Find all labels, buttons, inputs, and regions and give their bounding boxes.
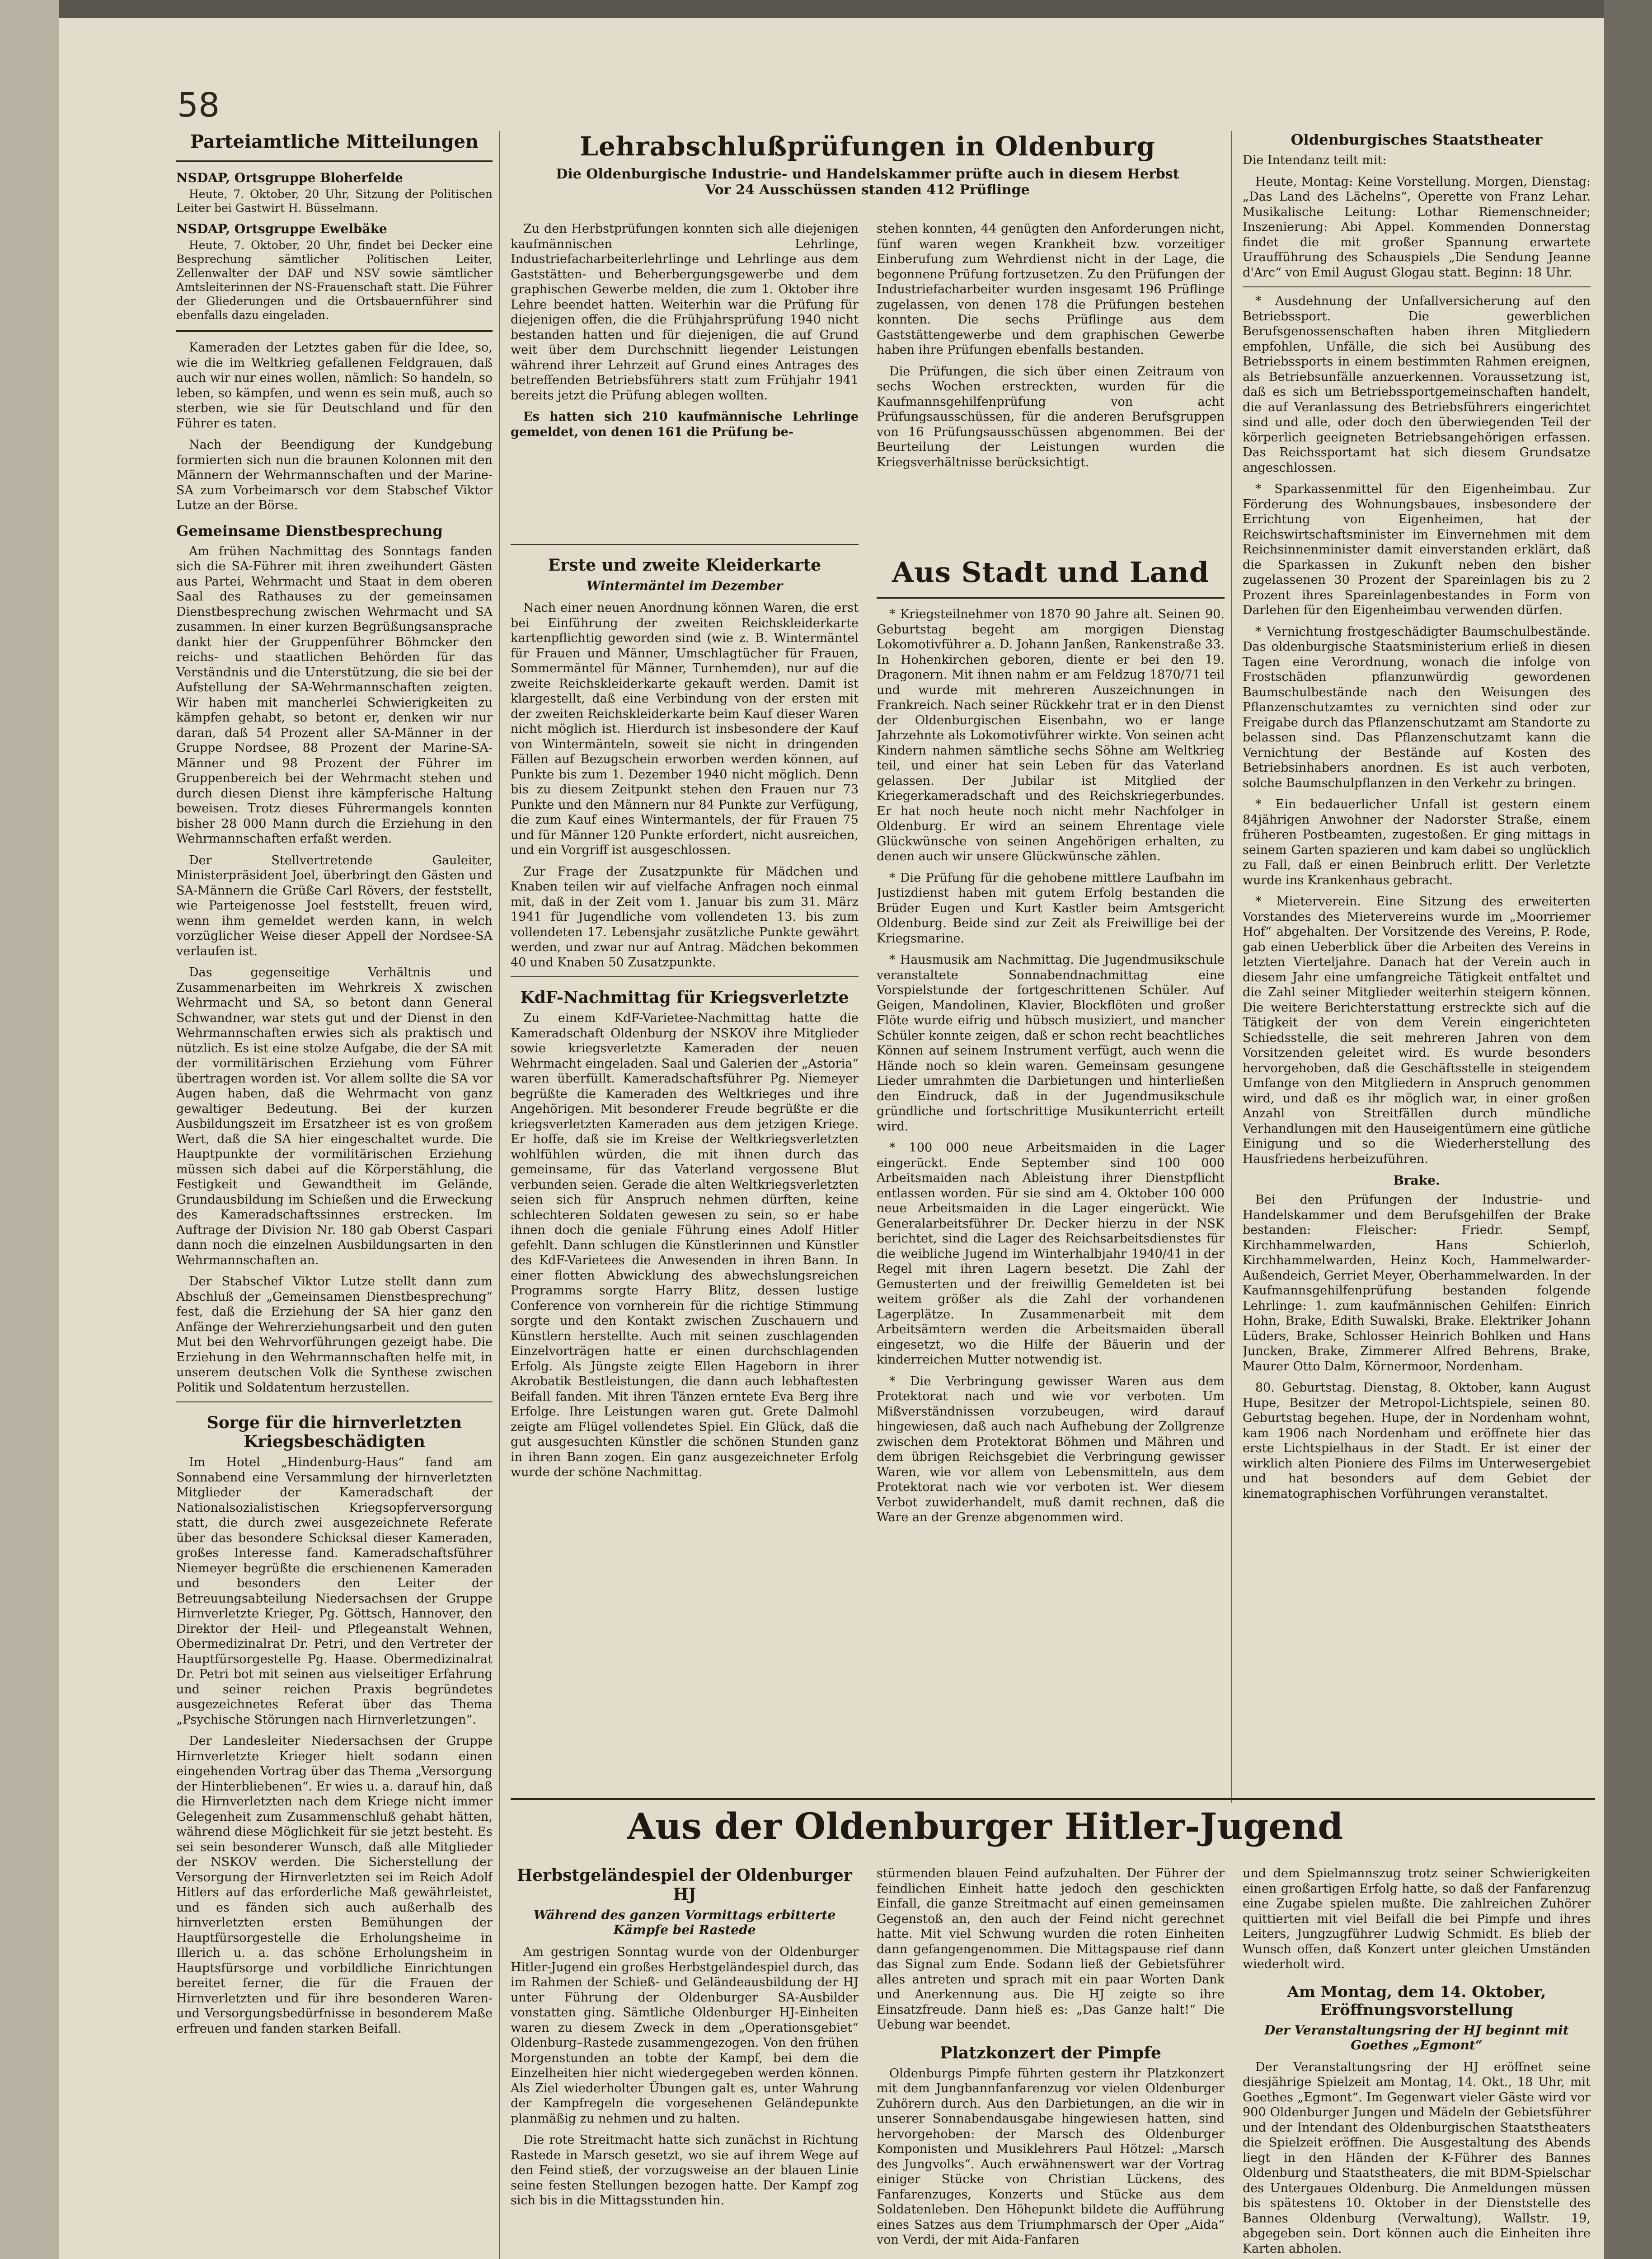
newspaper-page bbox=[59, 18, 1604, 2259]
article-paragraph: Bei den Prüfungen der Industrie- und Handelskammer und dem Berufsgehilfen der Brake bestanden: Fleischer: Friedr. Sempf, Kirchhammelwarden, Hans Schierloh, Kirchhammelwarden, Heinz Koch, Hammelwarder-Außendeich, Gerriet Meyer, Oberhammelwarden. In der Kaufmannsgehilfenprüfung bestanden folgende Lehrlinge: 1. zum kaufmännischen Gehilfen: Einrich Hohn, Brake, Edith Suwalski, Brake. Elektriker Johann Lüders, Brake, Schlosser Heinrich Bohlken und Hans Juncken, Brake, Zimmerer Alfred Behrens, Brake, Maurer Otto Dalm, Körnermoor, Nordenham. bbox=[1243, 1193, 1591, 1373]
divider bbox=[877, 597, 1225, 599]
hj-column-2 bbox=[877, 1866, 1225, 2259]
party-notices-heading: Parteiamtliche Mitteilungen bbox=[190, 131, 479, 152]
divider bbox=[511, 1798, 1595, 1800]
article-paragraph: Der Veranstaltungsring der HJ eröffnet seine diesjährige Spielzeit am Montag, 14. Okt., 18 Uhr, mit Goethes „Egmont“. Im Gegenwart vieler Gäste wird vor 900 Oldenburger Jungen und Mädeln der Gebietsführer und der Intendant des Oldenburgischen Staatstheaters die Spielzeit eröffnen. Die Ausgestaltung des Abends liegt in den Händen der K-Führer des Bannes Oldenburg und Staatstheaters, die mit BDM-Spielschar des Untergaues Oldenburg. Die Anmeldungen müssen bis spätestens 10. Oktober in der Dienststelle des Bannes Oldenburg (Verwaltung), Wallstr. 19, abgegeben sein. Dort können auch die Einheiten ihre Karten abholen. bbox=[1243, 2060, 1591, 2256]
article-paragraph: Nach einer neuen Anordnung können Waren, die erst bei Einführung der zweiten Reichskleiderkarte kartenpflichtig geworden sind (wie z. B. Wintermäntel für Frauen und Männer, Umschlagtücher für Frauen, Sommermäntel für Männer, Turnhemden), nur auf die zweite Reichskleiderkarte gekauft werden. Damit ist klargestellt, daß eine Verbindung von der ersten mit der zweiten Reichskleiderkarte beim Kauf dieser Waren nicht möglich ist. Hierdurch ist insbesondere der Kauf von Wintermänteln, soweit sie nicht in dringenden Fällen auf Bezugschein erworben werden können, auf Punkte bis zum 1. Dezember 1940 nicht möglich. Denn bis zu diesem Zeitpunkt stehen den Frauen nur 73 Punkte und den Männern nur 84 Punkte zur Verfügung, die zum Kauf eines Wintermantels, der für Frauen 75 und für Männer 120 Punkte erfordert, nicht ausreichen, und ein Vorgriff ist ausgeschlossen. bbox=[511, 601, 859, 857]
article-paragraph: Oldenburgs Pimpfe führten gestern ihr Platzkonzert mit dem Jungbannfanfarenzug vor vielen Oldenburger Zuhörern durch. Aus den Darbietungen, an die wir in unserer Sonnabendausgabe hingewiesen hatten, sind hervorgehoben: der Marsch des Oldenburger Komponisten und Musiklehrers Paul Hötzel: „Marsch des Jungvolks“. Auch erwähnenswert war der Vortrag einiger Stücke von Christian Lückens, des Fanfarenzuges, Konzerts und Stücke aus dem Soldatenleben. Den Höhepunkt bildete die Aufführung eines Satzes aus dem Triumphmarsch der Oper „Aida“ von Verdi, der mit Aida-Fanfaren bbox=[877, 2066, 1225, 2247]
hj-headline: Aus der Oldenburger Hitler-Jugend bbox=[627, 1805, 1343, 1847]
article-paragraph: Kameraden der Letztes gaben für die Idee, so, wie die im Weltkrieg gefallenen Feldgrauen, daß auch wir nur eines wollen, nämlich: So handeln, so leben, so kämpfen, und wenn es sein muß, auch so sterben, wie sie für Deutschland und für den Führer es taten. bbox=[176, 341, 493, 431]
notice-title: NSDAP, Ortsgruppe Bloherfelde bbox=[176, 170, 403, 185]
section-subheading: Während des ganzen Vormittags erbitterte Kämpfe bei Rastede bbox=[533, 1907, 836, 1937]
notice-text: Heute, 7. Oktober, 20 Uhr, findet bei Decker eine Besprechung sämtlicher Politischen Leiter, Zellenwalter der DAF und NSV sowie sämtlicher Amtsleiterinnen der NS-Frauenschaft statt. Die Führer der Gliederungen und die Ortsbauernführer sind ebenfalls dazu eingeladen. bbox=[176, 239, 493, 322]
article-paragraph: Zu den Herbstprüfungen konnten sich alle diejenigen kaufmännischen Lehrlinge, Industriefacharbeiterlehrlinge und Lehrlinge aus dem Gaststätten- und Beherbergungsgewerbe und dem graphischen Gewerbe melden, die zum 1. Oktober ihre Lehre beendet hatten. Weiterhin war die Prüfung für diejenigen offen, die die Frühjahrsprüfung 1940 nicht bestanden hatten und für diejenigen, die auf Grund weit über dem Durchschnitt liegender Leistungen während ihrer Lehrzeit auf Grund eines Antrages des betreffenden Betriebsführers statt zum Frühjahr 1941 bereits jetzt die Prüfung ablegen wollten. bbox=[511, 222, 859, 403]
section-heading: Gemeinsame Dienstbesprechung bbox=[176, 522, 443, 539]
hj-column-3 bbox=[1243, 1866, 1591, 2259]
article-paragraph: Zur Frage der Zusatzpunkte für Mädchen und Knaben teilen wir auf vielfache Anfragen noch einmal mit, daß in der Zeit vom 1. Januar bis zum 31. März 1941 für Jugendliche vom vollendeten 13. bis zum vollendeten 17. Lebensjahr zusätzliche Punkte gewährt werden, und zwar nur auf Antrag. Mädchen bekommen 40 und Knaben 50 Zusatzpunkte. bbox=[511, 864, 859, 970]
article-paragraph: * 100 000 neue Arbeitsmaiden in die Lager eingerückt. Ende September sind 100 000 Arbeitsmaiden nach Ableistung ihrer Dienstpflicht entlassen worden. Für sie sind am 4. Oktober 100 000 neue Arbeitsmaiden in die Lager eingerückt. Wie Generalarbeitsführer Dr. Decker hierzu in der NSK berichtet, sind die Lager des Reichsarbeitsdienstes für die weibliche Jugend im Winterhalbjahr 1940/41 in der Regel mit ihren Lagern besetzt. Die Zahl der Gemusterten und der freiwillig Gemeldeten ist bei weitem größer als die Zahl der vorhandenen Lagerplätze. In Zusammenarbeit mit dem Arbeitsämtern werden die Arbeitsmaiden überall eingesetzt, wo die Hilfe der Bäuerin und der kinderreichen Mutter notwendig ist. bbox=[877, 1141, 1225, 1367]
stadt-und-land-column bbox=[877, 538, 1225, 1839]
section-subheading: Wintermäntel im Dezember bbox=[586, 578, 783, 593]
section-heading: Am Montag, dem 14. Oktober, Eröffnungsvorstellung bbox=[1287, 1982, 1546, 2019]
article-paragraph: Der Stabschef Viktor Lutze stellt dann zum Abschluß der „Gemeinsamen Dienstbesprechung“ fest, daß die Erziehung der SA hier ganz den Anfänge der Wehrerziehungsarbeit und den guten Mut bei den Wehrvorführungen gezeigt habe. Die Erziehung in den Wehrmannschaften helfe mit, in unserem deutschen Volk die Synthese zwischen Politik und Soldatentum herzustellen. bbox=[176, 1275, 493, 1395]
article-paragraph: * Ausdehnung der Unfallversicherung auf den Betriebssport. Die gewerblichen Berufsgenossenschaften haben ihren Mitgliedern empfohlen, Unfälle, die sich bei Ausübung des Betriebssports in einem bestimmten Rahmen ereignen, als Betriebsunfälle anzuerkennen. Voraussetzung ist, daß es sich um Betriebssportgemeinschaften handelt, die auf Veranlassung des Betriebsführers eingerichtet sind und alle, oder doch den überwiegenden Teil der körperlich geeigneten Betriebsangehörigen erfassen. Das Reichssportamt hat sich diesem Grundsatze angeschlossen. bbox=[1243, 294, 1591, 475]
article-paragraph: Die rote Streitmacht hatte sich zunächst in Richtung Rastede in Marsch gesetzt, wo sie auf ihrem Wege auf den Feind stieß, der vorzugsweise an der blauen Linie seine festen Stellungen bezogen hatte. Der Kampf zog sich bis in die Mittagsstunden hin. bbox=[511, 2133, 859, 2207]
location-heading: Brake. bbox=[1393, 1173, 1440, 1188]
right-column bbox=[1243, 131, 1591, 1839]
article-paragraph: Der Stellvertretende Gauleiter, Ministerpräsident Joel, überbringt den Gästen und SA-Männern die Grüße Carl Rövers, der feststellt, wie Parteigenosse Joel feststellt, freuen wird, wenn ihm gemeldet werden kann, in welch vorzüglicher Weise dieser Appell der Nordsee-SA verlaufen ist. bbox=[176, 853, 493, 958]
article-paragraph: * Ein bedauerlicher Unfall ist gestern einem 84jährigen Anwohner der Nadorster Straße, einem früheren Postbeamten, zugestoßen. Er ging mittags in seinem Garten spazieren und kam dabei so unglücklich zu Fall, daß er einen Beinbruch erlitt. Der Verletzte wurde ins Krankenhaus gebracht. bbox=[1243, 797, 1591, 887]
article-paragraph: Am frühen Nachmittag des Sonntags fanden sich die SA-Führer mit ihren zweihundert Gästen aus Partei, Wehrmacht und Staat in dem oberen Saal des Rathauses zu der gemeinsamen Dienstbesprechung zwischen Wehrmacht und SA zusammen. In einer kurzen Begrüßungsansprache dankt hier der Gruppenführer Böhmcker den reichs- und staatlichen Behörden für das Verständnis und die Unterstützung, die sie bei der Aufstellung der SA-Wehrmannschaften zeigten. Wir haben mit mancherlei Schwierigkeiten zu kämpfen gehabt, so betont er, denken wir nur daran, daß 54 Prozent aller SA-Männer in der Gruppe Nordsee, 88 Prozent der Marine-SA-Männer und 98 Prozent der Führer im Gruppenbereich bei der Wehrmacht stehen und durch diesen Dienst ihre kämpferische Haltung beweisen. Trotz dieses Führermangels konnten bisher 28 000 Mann durch die Erziehung in den Wehrmannschaften erfaßt werden. bbox=[176, 544, 493, 846]
article-paragraph: und dem Spielmannszug trotz seiner Schwierigkeiten einen großartigen Erfolg hatte, so daß der Fanfarenzug eine Zugabe spielen mußte. Die zahlreichen Zuhörer quittierten mit viel Beifall die bei Pimpfe und ihres Leiters, Jungzugführer Ludwig Schmidt. Es blieb der Wunsch offen, daß Konzert unter gleichen Umständen wiederholt wird. bbox=[1243, 1866, 1591, 1971]
divider bbox=[176, 160, 493, 162]
article-paragraph: * Hausmusik am Nachmittag. Die Jugendmusikschule veranstaltete Sonnabendnachmittag eine Vorspielstunde der fortgeschrittenen Schüler. Auf Geigen, Mandolinen, Klavier, Blockflöten und großer Flöte wurde eifrig und hübsch musiziert, und mancher Schüler konnte zeigen, daß er schon recht beachtliches Können auf seinem Instrument verfügt, auch wenn die Hände noch so klein waren. Gemeinsam gesungene Lieder umrahmten die Darbietungen und hinterließen den Eindruck, daß in der Jugendmusikschule gründliche und fortschrittige Musikunterricht erteilt wird. bbox=[877, 953, 1225, 1134]
article-paragraph: Die Prüfungen, die sich über einen Zeitraum von sechs Wochen erstreckten, wurden für die Kaufmannsgehilfenprüfung von acht Prüfungsausschüssen, für die anderen Berufsgruppen von 16 Prüfungsausschüssen abgenommen. Bei der Beurteilung der Leistungen wurden die Kriegsverhältnisse berücksichtigt. bbox=[877, 364, 1225, 469]
section-heading: Herbstgeländespiel der Oldenburger HJ bbox=[517, 1866, 852, 1904]
theater-intro: Die Intendanz teilt mit: bbox=[1243, 153, 1387, 167]
section-heading: Platzkonzert der Pimpfe bbox=[940, 2043, 1161, 2062]
divider bbox=[176, 1401, 493, 1402]
main-headline-block bbox=[511, 131, 1225, 212]
notice-text: Heute, 7. Oktober, 20 Uhr, Sitzung der Politischen Leiter bei Gastwirt H. Büsselmann. bbox=[176, 187, 493, 215]
article-paragraph: * Sparkassenmittel für den Eigenheimbau. Zur Förderung des Wohnungsbaues, insbesondere der Errichtung von Eigenheimen, hat der Reichswirtschaftsminister im Einvernehmen mit dem Reichsinnenminister damit einverstanden erklärt, daß die Sparkassen in Zukunft neben den bisher zugelassenen 30 Prozent der Spareinlagen bis zu 2 Prozent ihres Spareinlagenbestandes in Form von Darlehen für den Eigenheimbau verwenden dürfen. bbox=[1243, 482, 1591, 617]
column-divider bbox=[1231, 131, 1232, 1803]
article-paragraph: * Die Verbringung gewisser Waren aus dem Protektorat nach und wie vor verboten. Um Mißverständnissen vorzubeugen, wird darauf hingewiesen, daß auch nach Aufhebung der Zollgrenze zwischen dem Protektorat Böhmen und Mähren und dem übrigen Reichsgebiet die Verbringung gewisser Waren, wie vor allem von Lebensmitteln, aus dem Protektorat nach wie vor verboten ist. Wer diesem Verbot zuwiderhandelt, muß damit rechnen, daß die Ware an der Grenze abgenommen wird. bbox=[877, 1374, 1225, 1524]
main-headline: Lehrabschlußprüfungen in Oldenburg bbox=[580, 131, 1155, 162]
article-paragraph: stürmenden blauen Feind aufzuhalten. Der Führer der feindlichen Einheit hatte jedoch den geschickten Einfall, die ganze Streitmacht auf einen gemeinsamen Gegenstoß an, den auch der Feind nicht gerechnet hatte. Mit viel Schwung wurden die roten Einheiten dann gefangengenommen. Die Mittagspause rief dann das Signal zum Ende. Sodann ließ der Gebietsführer alles antreten und sprach mit ein paar Worten Dank und Anerkennung aus. Die HJ zeigte so ihre Einsatzfreude. Dann hieß es: „Das Ganze halt!“ Die Uebung war beendet. bbox=[877, 1866, 1225, 2032]
subheadline: Die Oldenburgische Industrie- und Handelskammer prüfte auch in diesem Herbst bbox=[556, 166, 1179, 182]
stadt-headline: Aus Stadt und Land bbox=[892, 556, 1210, 589]
section-heading: Sorge für die hirnverletzten Kriegsbeschädigten bbox=[206, 1413, 462, 1451]
article-paragraph: 80. Geburtstag. Dienstag, 8. Oktober, kann August Hupe, Besitzer der Metropol-Lichtspiele, seinen 80. Geburtstag begehen. Hupe, der in Nordenham wohnt, kam 1906 nach Nordenham und eröffnete hier das erste Lichtspielhaus in der Stadt. Er ist einer der wirklich alten Pioniere des Films im Unterwesergebiet und hat besonders auf dem Gebiet der kinematographischen Vorführungen veranstaltet. bbox=[1243, 1381, 1591, 1501]
notice-title: NSDAP, Ortsgruppe Ewelbäke bbox=[176, 221, 387, 236]
right-page-edge bbox=[1604, 0, 1652, 2259]
book-spine bbox=[0, 0, 59, 2259]
article-paragraph: Das gegenseitige Verhältnis und Zusammenarbeiten im Wehrkreis X zwischen Wehrmacht und SA, so betont dann General Schwandner, war stets gut und der Dienst in den Wehrmannschaften erwies sich als praktisch und nützlich. Es ist eine stolze Aufgabe, die der SA mit der vormilitärischen Erziehung vom Führer übertragen worden ist. Vor allem sollte die SA vor Augen haben, daß die Wehrmacht von ganz gewaltiger Bedeutung. Bei der kurzen Ausbildungszeit im Ersatzheer ist es von großem Wert, daß die SA hier eingeschaltet wurde. Die Hauptpunkte der vormilitärischen Erziehung müssen sich dabei auf die Körperstählung, die Festigkeit und Gewandtheit im Gelände, Grundausbildung im Schießen und die Erweckung des Kameradschaftssinnes erstrecken. Im Auftrage der Division Nr. 180 gab Oberst Caspari dann noch die einzelnen Ausbildungsarten in den Wehrmannschaften an. bbox=[176, 965, 493, 1267]
middle-left-column bbox=[511, 538, 859, 1839]
divider bbox=[176, 330, 493, 332]
hj-column-1 bbox=[511, 1866, 859, 2259]
section-subheading: Der Veranstaltungsring der HJ beginnt mit Goethes „Egmont“ bbox=[1264, 2022, 1569, 2053]
exam-article-col1 bbox=[511, 221, 859, 538]
divider bbox=[1243, 286, 1591, 287]
article-paragraph: Nach der Beendigung der Kundgebung formierten sich nun die braunen Kolonnen mit den Männern der Wehrmannschaften und der Marine-SA zum Vorbeimarsch vor dem Stabschef Viktor Lutze an der Börse. bbox=[176, 438, 493, 512]
article-paragraph: * Die Prüfung für die gehobene mittlere Laufbahn im Justizdienst haben mit gutem Erfolg bestanden die Brüder Eugen und Kurt Kastler beim Amtsgericht Oldenburg. Beide sind zur Zeit als Freiwillige bei der Kriegsmarine. bbox=[877, 871, 1225, 946]
article-paragraph: Am gestrigen Sonntag wurde von der Oldenburger Hitler-Jugend ein großes Herbstgeländespiel durch, das im Rahmen der Schieß- und Geländeausbildung der HJ unter Führung der Oldenburger SA-Ausbilder vonstatten ging. Sämtliche Oldenburger HJ-Einheiten waren zu diesem Zweck in dem „Operationsgebiet“ Oldenburg–Rastede zusammengezogen. Von den frühen Morgenstunden an tobte der Kampf, bei dem die Einzelheiten hier nicht wiedergegeben werden können. Als Ziel wiederholter Übungen galt es, unter Wahrung der Kampfregeln die vorgesehenen Geländepunkte planmäßig zu nehmen und zu halten. bbox=[511, 1945, 859, 2126]
column-divider bbox=[499, 131, 500, 2259]
article-paragraph: stehen konnten, 44 genügten den Anforderungen nicht, fünf waren wegen Krankheit bzw. vorzeitiger Einberufung zum Wehrdienst nicht in der Lage, die begonnene Prüfung fortzusetzen. Zu den Prüfungen der Industriefacharbeiter wurden insgesamt 196 Prüflinge zugelassen, von denen 178 die Prüfungen bestehen konnten. Die sechs Prüflinge aus dem Gaststättengewerbe und dem graphischen Gewerbe haben ihre Prüfungen ebenfalls bestanden. bbox=[877, 222, 1225, 357]
article-paragraph: * Vernichtung frostgeschädigter Baumschulbestände. Das oldenburgische Staatsministerium erließ in diesen Tagen eine Verordnung, wonach die infolge von Frostschäden pflanzunwürdig gewordenen Baumschulbestände nach den Weisungen des Pflanzenschutzamtes zu vernichten sind oder zur Freigabe durch das Pflanzenschutzamt am Standorte zu belassen sind. Das Pflanzenschutzamt kann die Vernichtung der Bestände auf Kosten des Betriebsinhabers anordnen. Es ist auch verboten, solche Baumschulpflanzen in den Verkehr zu bringen. bbox=[1243, 624, 1591, 790]
article-paragraph: Im Hotel „Hindenburg-Haus“ fand am Sonnabend eine Versammlung der hirnverletzten Mitglieder der Kameradschaft der Nationalsozialistischen Kriegsopferversorgung statt, die durch zwei ausgezeichnete Referate über das besondere Schicksal dieser Kameraden, großes Interesse fand. Kameradschaftsführer Niemeyer begrüßte die erschienenen Kameraden und besonders den Leiter der Betreuungsabteilung Niedersachsen der Gruppe Hirnverletzte Krieger, Pg. Göttsch, Hannover, den Direktor der Heil- und Pflegeanstalt Wehnen, Obermedizinalrat Dr. Petri, und den Vertreter der Hauptfürsorgestelle Pg. Haase. Obermedizinalrat Dr. Petri bot mit seinen aus vielseitiger Erfahrung und seiner reichen Praxis begründetes ausgezeichnetes Referat über das Thema „Psychische Störungen nach Hirnverletzungen“. bbox=[176, 1455, 493, 1727]
article-paragraph: Der Landesleiter Niedersachsen der Gruppe Hirnverletzte Krieger hielt sodann einen eingehenden Vortrag über das Thema „Versorgung der Hinterbliebenen“. Er wies u. a. darauf hin, daß die Hirnverletzten nach dem Kriege nicht immer Gelegenheit zum Zusammenschluß gehabt hätten, während diese Möglichkeit für sie jetzt besteht. Es sei sein besonderer Wunsch, daß alle Mitglieder der NSKOV werden. Die Sicherstellung der Versorgung der Hirnverletzten sei im Reich Adolf Hitlers auf das erforderliche Maß gewährleistet, und es fänden sich auch außerhalb des hirnverletzten ersten Bemühungen der Hauptfürsorgestelle die Erholungsheime in Illerich u. a. das schöne Erholungsheim in Hauptsfürsorge und vorbildliche Einrichtungen bereitet ferner, die für die Frauen der Hirnverletzten und für ihre besonderen Waren- und Versorgungsbedürfnisse in besonderem Maße erfreuen und fanden starken Beifall. bbox=[176, 1734, 493, 2036]
article-paragraph: Zu einem KdF-Varietee-Nachmittag hatte die Kameradschaft Oldenburg der NSKOV ihre Mitglieder sowie kriegsverletzte Kameraden der neuen Wehrmacht eingeladen. Saal und Galerien der „Astoria“ waren überfüllt. Kameradschaftsführer Pg. Niemeyer begrüßte die Kameraden des Weltkrieges und ihre Angehörigen. Mit besonderer Freude begrüßte er die kriegsverletzten Kameraden aus dem jetzigen Kriege. Er hoffe, daß sie im Kreise der Weltkriegsverletzten wohlfühlen würden, die mit ihnen durch das gemeinsame, für das Vaterland vergossene Blut verbunden seien. Gerade die alten Weltkriegsverletzten seien sich für Anspruch nehmen dürften, keine schlechteren Soldaten gewesen zu sein, so er habe ihnen doch die geniale Führung eines Adolf Hitler gefehlt. Dann schlugen die Künstlerinnen und Künstler des KdF-Varietees die Anwesenden in ihren Bann. In einer flotten Abwicklung des abwechslungsreichen Programms sorgte Harry Blitz, dessen lustige Conference von vornherein für die richtige Stimmung sorgte und den Kontakt zwischen Zuschauern und Künstlern herstellte. Auch mit seinen zuschlagenden Einzelvorträgen hatte er einen durchschlagenden Erfolg. Als Jüngste zeigte Ellen Hageborn in ihrer Akrobatik Bestleistungen, die dann auch lebhaftesten Beifall fanden. Mit ihren Tänzen erntete Eva Berg ihre Erfolge. Ihre Leistungen waren gut. Grete Dalmohl zeigte am Flügel vollendetes Spiel. Ein Glück, daß die gut ausgesuchten Künstler die schönen Stunden ganz in ihren Bann zogen. Ein ganz ausgezeichneter Erfolg wurde der schöne Nachmittag. bbox=[511, 1011, 859, 1479]
page-number: 58 bbox=[177, 86, 220, 125]
article-paragraph: Es hatten sich 210 kaufmännische Lehrlinge gemeldet, von denen 161 die Prüfung be- bbox=[511, 410, 859, 439]
section-heading: Erste und zweite Kleiderkarte bbox=[548, 556, 821, 575]
theater-heading: Oldenburgisches Staatstheater bbox=[1291, 131, 1543, 148]
divider bbox=[511, 976, 859, 977]
article-paragraph: * Mieterverein. Eine Sitzung des erweiterten Vorstandes des Mietervereins wurde im „Moorriemer Hof“ abgehalten. Der Vorsitzende des Vereins, P. Rode, gab einen Ueberblick über die Arbeiten des Vereins in letzten Vierteljahre. Danach hat der Verein auch in diesem Jahr eine umfangreiche Tätigkeit entfaltet und die Zahl seiner Mitglieder weiterhin steigern können. Die weitere Berichterstattung erstreckte sich auf die Tätigkeit der von dem Verein eingerichteten Schiedsstelle, die seit mehreren Jahren von dem Vorsitzenden geleitet wird. Es wurde besonders hervorgehoben, daß die Geschäftsstelle in steigendem Umfange von den Mitgliedern in Anspruch genommen wird, und daß es ihr möglich war, in einer großen Anzahl von Streitfällen durch mündliche Verhandlungen mit den Hauseigentümern eine gütliche Einigung und so die Wiederherstellung des Hausfriedens herbeizuführen. bbox=[1243, 895, 1591, 1166]
subheadline: Vor 24 Ausschüssen standen 412 Prüflinge bbox=[705, 182, 1030, 198]
article-paragraph: * Kriegsteilnehmer von 1870 90 Jahre alt. Seinen 90. Geburtstag begeht am morgigen Dienstag Lokomotivführer a. D. Johann Janßen, Rankenstraße 33. In Hohenkirchen geboren, diente er bei den 19. Dragonern. Mit ihnen nahm er am Feldzug 1870/71 teil und wurde mit mehreren Auszeichnungen in Frankreich. Nach seiner Rückkehr trat er in den Dienst der Oldenburgischen Eisenbahn, wo er lange Jahrzehnte als Lokomotivführer wirkte. Von seinen acht Kindern nahmen sämtliche sechs Söhne am Weltkrieg teil, und einer hat sein Leben für das Vaterland gelassen. Der Jubilar ist Mitglied der Kriegerkameradschaft und des Reichskriegerbundes. Er hat noch heute noch nicht mehr Nachfolger in Oldenburg. Er wird an seinem Ehrentage viele Glückwünsche von seinen Angehörigen erhalten, zu denen auch wir unsere Glückwünsche zählen. bbox=[877, 607, 1225, 863]
exam-article-col2 bbox=[877, 221, 1225, 538]
divider bbox=[511, 544, 859, 545]
section-heading: KdF-Nachmittag für Kriegsverletzte bbox=[520, 988, 849, 1007]
left-column bbox=[176, 131, 493, 2259]
theater-text: Heute, Montag: Keine Vorstellung. Morgen, Dienstag: „Das Land des Lächelns“, Operette von Franz Lehar. Musikalische Leitung: Lothar Riemenschneider; Inszenierung: Abi Appel. Kommenden Donnerstag findet die mit großer Spannung erwartete Uraufführung des Schauspiels „Die Sendung Jeanne d'Arc“ von Emil August Glogau statt. Beginn: 18 Uhr. bbox=[1243, 174, 1591, 280]
